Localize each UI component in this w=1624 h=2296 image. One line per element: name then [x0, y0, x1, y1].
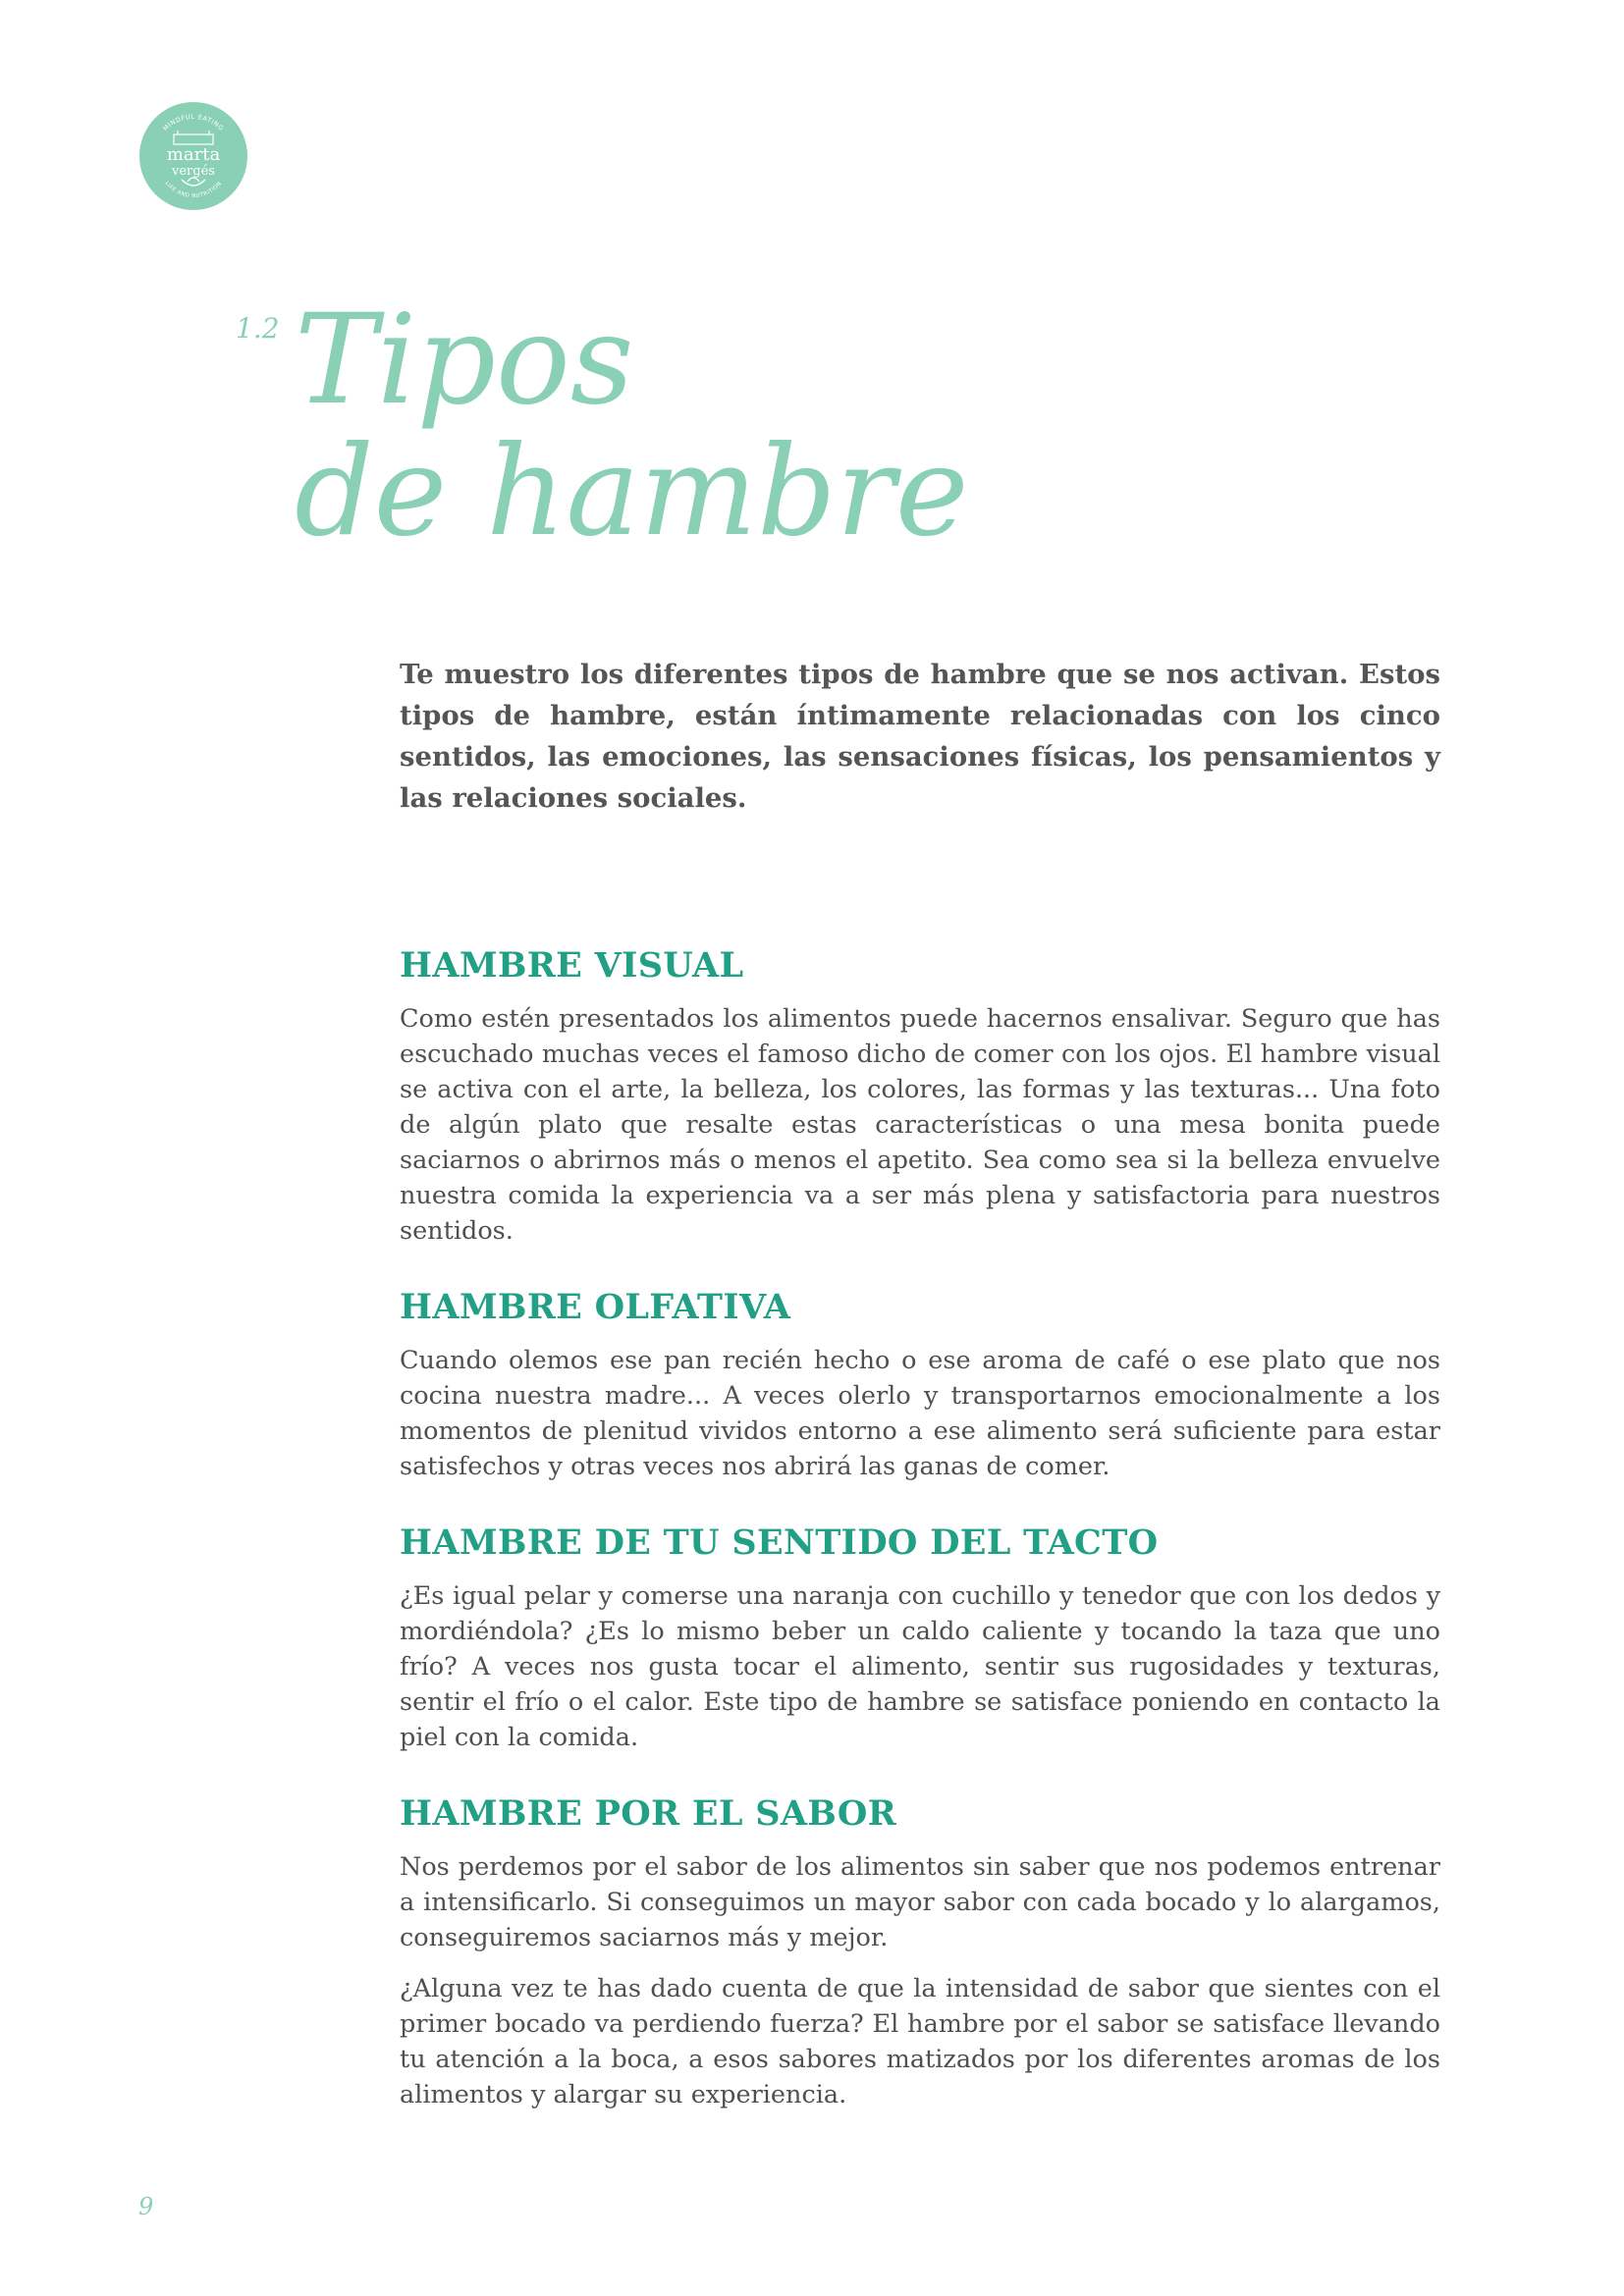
logo-surname: vergés: [172, 164, 215, 179]
paragraph-hambre-tacto: ¿Es igual pelar y comerse una naranja con cuchillo y tenedor que con los dedos y mordiéndola? ¿Es lo mismo beber un caldo caliente y tocando la taza que uno frío? A veces nos gusta tocar el alimento, sentir sus rugosidades y texturas, sentir el frío o el calor. Este tipo de hambre se satisface poniendo en contacto la piel con la comida.: [400, 1581, 1440, 1752]
paragraph-hambre-visual: Como estén presentados los alimentos puede hacernos ensalivar. Seguro que has escuchado muchas veces el famoso dicho de comer con los ojos. El hambre visual se activa con el arte, la belleza, los colores, las formas y las texturas... Una foto de algún plato que resalte estas características o una mesa bonita puede saciarnos o abrirnos más o menos el apetito. Sea como sea si la belleza envuelve nuestra comida la experiencia va a ser más plena y satisfactoria para nuestros sentidos.: [400, 1004, 1440, 1246]
heading-hambre-sabor: HAMBRE POR EL SABOR: [400, 1793, 896, 1834]
page-title-line-1: Tipos: [295, 288, 634, 432]
paragraph-hambre-sabor-2: ¿Alguna vez te has dado cuenta de que la intensidad de sabor que sientes con el primer bocado va perdiendo fuerza? El hambre por el sabor se satisface llevando tu atención a la boca, a esos sabores matizados por los diferentes aromas de los alimentos y alargar su experiencia.: [400, 1974, 1440, 2109]
svg-text:LIFE AND NUTRITION: LIFE AND NUTRITION: [163, 181, 224, 200]
intro-paragraph: Te muestro los diferentes tipos de hambre que se nos activan. Estos tipos de hambre, están íntimamente relacionadas con los cinco sentidos, las emociones, las sensaciones físicas, los pensamientos y las relaciones sociales.: [400, 659, 1440, 814]
heading-hambre-visual: HAMBRE VISUAL: [400, 945, 744, 986]
heading-hambre-olfativa: HAMBRE OLFATIVA: [400, 1287, 791, 1327]
heading-hambre-tacto: HAMBRE DE TU SENTIDO DEL TACTO: [400, 1522, 1159, 1563]
paragraph-hambre-sabor-1: Nos perdemos por el sabor de los alimentos sin saber que nos podemos entrenar a intensificarlo. Si conseguimos un mayor sabor con cada bocado y lo alargamos, conseguiremos saciarnos más y mejor.: [400, 1852, 1440, 1952]
svg-text:MINDFUL EATING: MINDFUL EATING: [161, 112, 226, 133]
page-title-line-2: de hambre: [295, 419, 969, 563]
brand-logo: [138, 101, 248, 211]
logo-name: marta: [166, 144, 221, 165]
page-title: [295, 288, 969, 563]
page-number: 9: [138, 2193, 154, 2220]
main-content: [400, 654, 1440, 2112]
section-number: 1.2: [236, 312, 280, 345]
paragraph-hambre-olfativa: Cuando olemos ese pan recién hecho o ese aroma de café o ese plato que nos cocina nuestra madre... A veces olerlo y transportarnos emocionalmente a los momentos de plenitud vividos entorno a ese alimento será suficiente para estar satisfechos y otras veces nos abrirá las ganas de comer.: [400, 1346, 1440, 1481]
